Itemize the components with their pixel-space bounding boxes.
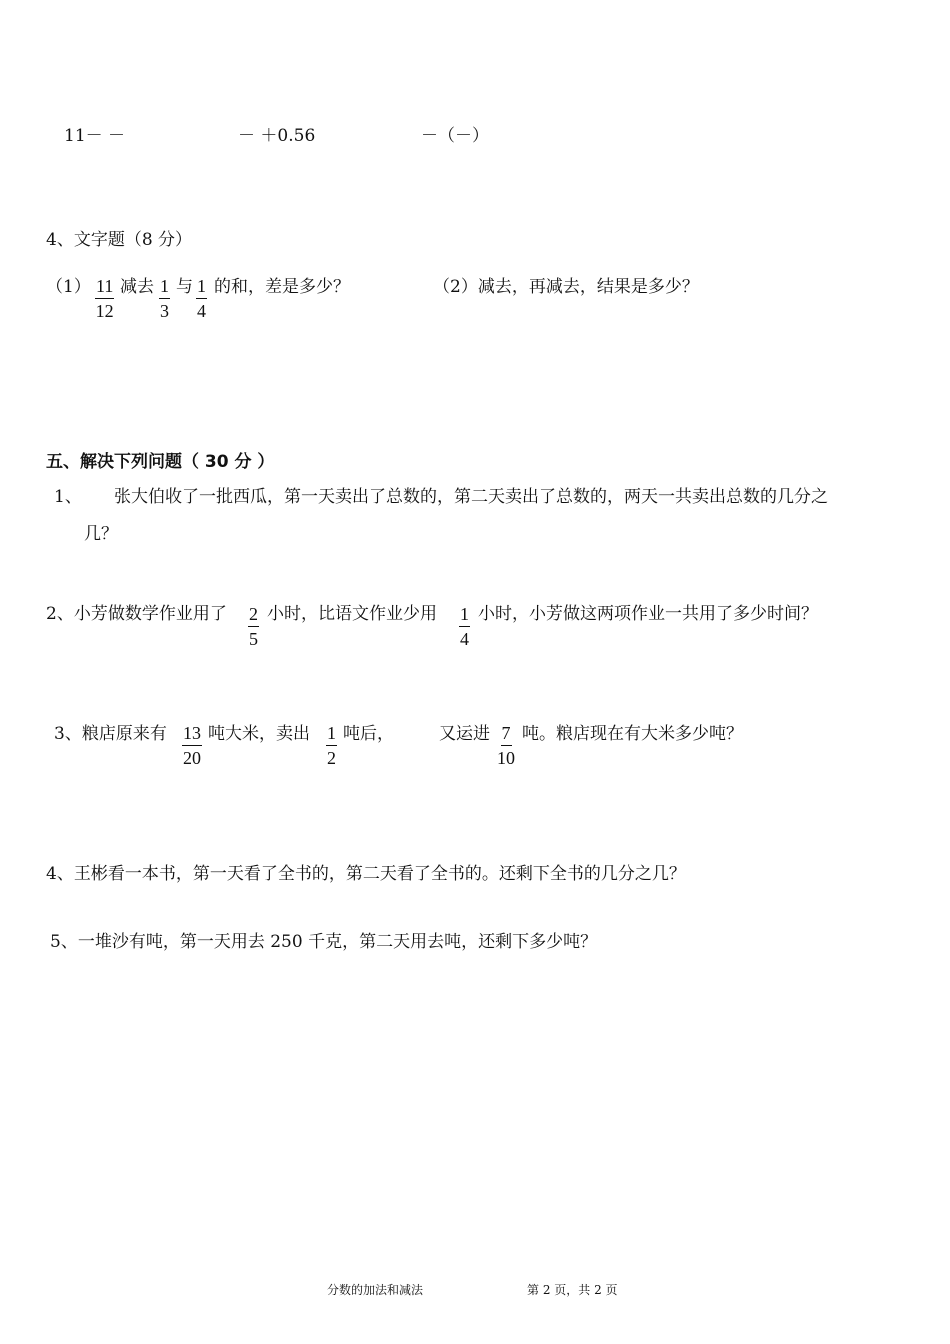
p2-fraction-a-numerator: 2 [248,605,259,627]
q1-fraction-c [196,277,207,320]
p3-fraction-b [326,724,337,767]
q1-text-a: 减去 [120,277,154,297]
q1-fraction-b [159,277,170,320]
calc-expression-3: －（－） [421,126,489,146]
p2-fraction-b-numerator: 1 [459,605,470,627]
q1-fraction-a-denominator: 12 [95,301,114,321]
p3-text-e: 吨。粮店现在有大米多少吨？ [522,724,743,744]
footer-page-number: 第 2 页，共 2 页 [527,1283,618,1297]
p3-fraction-b-denominator: 2 [327,748,336,768]
p3-fraction-c-denominator: 10 [497,748,515,768]
footer-title: 分数的加法和减法 [327,1283,424,1297]
calc-expression-2: － ＋0.56 [238,126,316,146]
p2-text-b: 小时，比语文作业少用 [267,604,437,624]
p2-fraction-a-denominator: 5 [249,629,258,649]
p3-text-c: 吨后， [343,724,394,744]
p2-fraction-a [248,605,259,648]
p2-fraction-b [459,605,470,648]
q1-fraction-b-numerator: 1 [159,277,170,299]
p3-text-a: 3、粮店原来有 [54,724,167,744]
q1-fraction-a [95,277,114,320]
p3-fraction-a-denominator: 20 [183,748,201,768]
p3-fraction-b-numerator: 1 [326,724,337,746]
calc-expression-1: 11－ － [64,126,126,146]
q1-fraction-c-numerator: 1 [196,277,207,299]
p4-text: 4、王彬看一本书，第一天看了全书的，第二天看了全书的。还剩下全书的几分之几？ [46,864,686,884]
p3-text-b: 吨大米，卖出 [208,724,310,744]
p3-fraction-c-numerator: 7 [501,724,512,746]
p1-line2: 几？ [84,524,118,544]
section5-title: 五、解决下列问题（ 30 分 ） [46,452,275,472]
p2-text-c: 小时，小芳做这两项作业一共用了多少时间？ [478,604,818,624]
q1-fraction-b-denominator: 3 [160,301,169,321]
p2-text-a: 2、小芳做数学作业用了 [46,604,227,624]
q1-text-b: 与 [176,277,193,297]
p5-text: 5、一堆沙有吨，第一天用去 250 千克，第二天用去吨，还剩下多少吨？ [50,932,598,952]
q1-fraction-c-denominator: 4 [197,301,206,321]
q1-prefix: （1） [46,277,91,297]
p1-line1: 张大伯收了一批西瓜，第一天卖出了总数的，第二天卖出了总数的，两天一共卖出总数的几分之 [114,487,828,507]
q2-text: （2）减去，再减去，结果是多少？ [433,277,699,297]
p3-text-d: 又运进 [439,724,490,744]
q1-fraction-a-numerator: 11 [95,277,114,299]
p3-fraction-a [182,724,202,767]
section4-title: 4、文字题（8 分） [46,230,193,250]
p2-fraction-b-denominator: 4 [460,629,469,649]
p3-fraction-a-numerator: 13 [182,724,202,746]
q1-text-c: 的和，差是多少？ [214,277,350,297]
p1-number: 1、 [54,487,82,507]
p3-fraction-c [497,724,515,767]
